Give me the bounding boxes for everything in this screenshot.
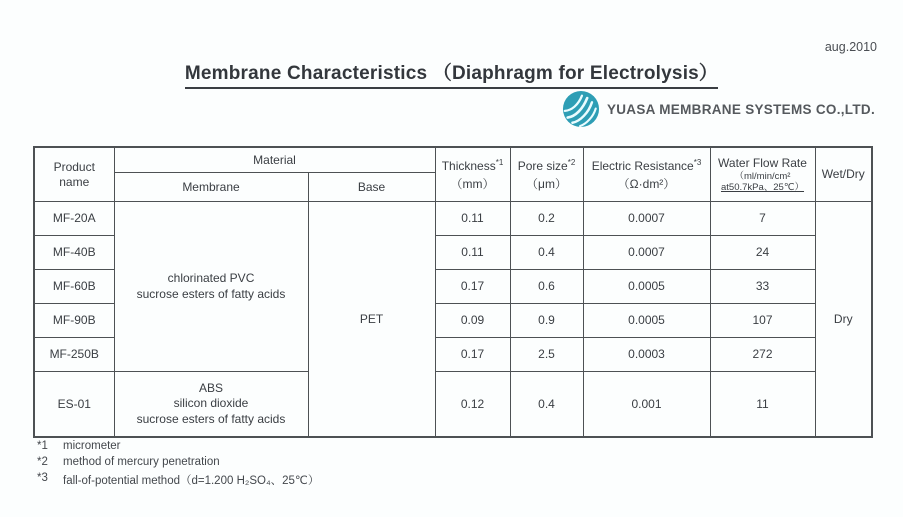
flow-rate-cell: 272 [710,338,815,372]
base-material-cell: PET [308,202,435,438]
resistance-footnote-ref: *3 [693,157,702,167]
resistance-cell: 0.0003 [583,338,710,372]
thickness-cell: 0.17 [435,338,510,372]
thickness-cell: 0.11 [435,202,510,236]
pore-size-cell: 0.4 [510,372,583,438]
membrane-material-line: silicon dioxide [173,396,249,411]
pore-size-cell: 0.6 [510,270,583,304]
title-container [0,58,903,89]
header-pore-size [510,147,583,202]
wet-dry-cell: Dry [815,202,872,438]
globe-swoosh-icon [562,90,600,128]
header-flow-unit-line1: （ml/min/cm² [734,170,791,182]
flow-rate-cell: 107 [710,304,815,338]
membrane-material-mf-cell [114,202,308,372]
header-flow-unit-line2: at50.7kPa、25℃） [720,182,805,193]
company-name: YUASA MEMBRANE SYSTEMS CO.,LTD. [606,101,875,117]
header-thickness [435,147,510,202]
footnote-marker: *2 [37,456,48,468]
table-row-es-01 [34,372,872,438]
footnote-text: micrometer [63,440,121,452]
resistance-cell: 0.0005 [583,270,710,304]
header-thickness-text: Thickness [441,158,496,173]
pore-size-cell: 2.5 [510,338,583,372]
header-flow-label: Water Flow Rate [718,155,807,170]
header-resistance-unit: （Ω·dm²） [617,176,676,191]
header-pore-text: Pore size [517,158,568,173]
pore-size-cell: 0.2 [510,202,583,236]
footnote-1 [37,440,319,452]
header-resistance-text: Electric Resistance [591,158,694,173]
thickness-cell: 0.17 [435,270,510,304]
table-row-mf-20a [34,202,872,236]
footnote-marker: *1 [37,440,48,452]
membrane-material-line: sucrose esters of fatty acids [136,411,286,426]
membrane-material-line: chlorinated PVC [167,270,255,285]
product-name-cell: MF-60B [34,270,114,304]
thickness-cell: 0.11 [435,236,510,270]
footnote-2 [37,456,319,468]
header-wet-dry: Wet/Dry [815,147,872,202]
flow-rate-cell: 33 [710,270,815,304]
thickness-footnote-ref: *1 [495,157,504,167]
footnote-3 [37,472,319,488]
pore-size-cell: 0.9 [510,304,583,338]
membrane-material-line: ABS [198,380,223,395]
footnotes [37,440,319,492]
resistance-cell: 0.0007 [583,202,710,236]
membrane-characteristics-table [33,146,873,438]
flow-rate-cell: 7 [710,202,815,236]
pore-size-cell: 0.4 [510,236,583,270]
product-name-cell: MF-90B [34,304,114,338]
resistance-cell: 0.0005 [583,304,710,338]
thickness-cell: 0.12 [435,372,510,438]
footnote-marker: *3 [37,472,48,484]
header-row-1 [34,147,872,173]
header-water-flow-rate [710,147,815,202]
header-material: Material [114,147,435,173]
flow-rate-cell: 24 [710,236,815,270]
page-title: Membrane Characteristics （Diaphragm for Electrolysis） [185,58,718,89]
header-pore-label [513,158,581,174]
header-thickness-label [438,158,508,174]
thickness-cell: 0.09 [435,304,510,338]
document-date: aug.2010 [824,40,877,54]
flow-rate-cell: 11 [710,372,815,438]
resistance-cell: 0.001 [583,372,710,438]
product-name-cell: MF-40B [34,236,114,270]
header-membrane: Membrane [114,173,308,202]
product-name-cell: ES-01 [34,372,114,438]
header-pore-unit: （μm） [526,176,567,191]
header-base: Base [308,173,435,202]
footnote-text: method of mercury penetration [63,456,220,468]
product-name-cell: MF-20A [34,202,114,236]
header-electric-resistance [583,147,710,202]
membrane-material-es-cell [114,372,308,438]
header-thickness-unit: （mm） [450,176,495,191]
pore-footnote-ref: *2 [567,157,576,167]
header-resistance-label [586,158,708,174]
resistance-cell: 0.0007 [583,236,710,270]
product-name-cell: MF-250B [34,338,114,372]
company-brand [562,90,875,128]
header-product-name: Product name [34,147,114,202]
footnote-text: fall-of-potential method（d=1.200 H₂SO₄、25℃） [63,475,320,487]
membrane-material-line: sucrose esters of fatty acids [136,286,286,301]
